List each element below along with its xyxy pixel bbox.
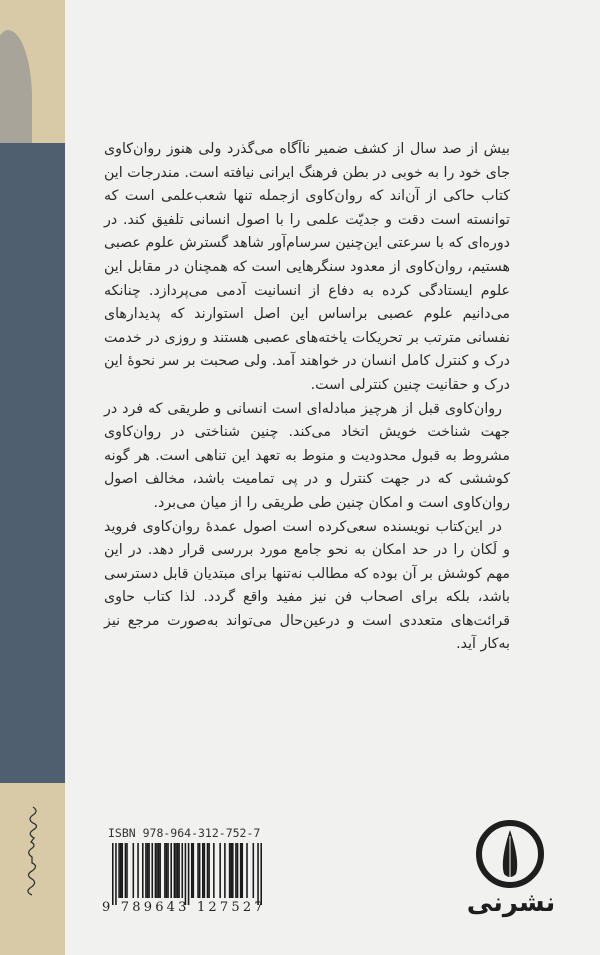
barcode-bar: [145, 843, 147, 898]
barcode-bar: [230, 843, 232, 898]
barcode: [112, 843, 262, 905]
barcode-bar: [147, 843, 149, 898]
barcode-bar: [207, 843, 209, 898]
barcode-bar: [151, 843, 153, 898]
barcode-bar: [232, 843, 234, 898]
barcode-bar: [219, 843, 221, 898]
barcode-bar: [178, 843, 180, 898]
barcode-bar: [156, 843, 158, 898]
barcode-bar: [126, 843, 128, 898]
barcode-bar: [235, 843, 237, 898]
barcode-bar: [237, 843, 239, 898]
blurb-paragraph-2: روان‌کاوی قبل از هرچیز مبادله‌ای است انسانی و طریقی که فرد در جهت شناخت خویش اتخاد می‌کند. چنین شناختی در روان‌کاوی مشروط به قبول محدودیت و منوط به تعهد این تناهی است. هر گونه کوششی که در جهت کنترل و در پی تمامیت باشد، مخالف اصول روان‌کاوی است و امکان چنین طی طریقی را از میان می‌برد.: [104, 400, 510, 511]
spine-signature: [22, 803, 44, 903]
barcode-bar: [208, 843, 210, 898]
spine-tan-band: [0, 783, 65, 955]
barcode-digits: 9 789643 127527: [102, 900, 266, 915]
blurb-paragraph-3: در این‌کتاب نویسنده سعی‌کرده است اصول عمدهٔ روان‌کاوی فروید و لَکان را در حد امکان به نحو جامع مورد بررسی قرار دهد. در این مهم کوشش بر آن بوده که مطالب نه‌تنها برای مبتدیان قابل دسترسی باشد، بلکه برای اصحاب فن نیز مفید واقع گردد. لذا کتاب حاوی قرائت‌های متعددی است و درعین‌حال می‌تواند به‌صورت مرجع نیز به‌کار آید.: [104, 518, 510, 653]
barcode-bar: [121, 843, 123, 898]
barcode-bar: [197, 843, 199, 898]
barcode-bar: [191, 843, 193, 898]
barcode-bar: [142, 843, 144, 898]
barcode-bar: [193, 843, 195, 898]
barcode-bar: [229, 843, 231, 898]
publisher-name: نشرنی: [466, 888, 556, 918]
barcode-bar: [240, 843, 242, 898]
barcode-bar: [257, 843, 259, 905]
barcode-bar: [137, 843, 139, 898]
barcode-bar: [158, 843, 160, 898]
barcode-bar: [241, 843, 243, 898]
barcode-bar: [112, 843, 114, 905]
barcode-bar: [148, 843, 150, 898]
leaf-circle-icon: [474, 818, 546, 890]
barcode-bar: [164, 843, 166, 898]
barcode-bar: [120, 843, 122, 898]
barcode-bar: [155, 843, 157, 898]
book-spine: [0, 0, 65, 955]
barcode-bar: [159, 843, 161, 898]
barcode-bar: [199, 843, 201, 898]
barcode-bar: [133, 843, 135, 898]
barcode-bar: [174, 843, 176, 898]
barcode-bar: [177, 843, 179, 898]
barcode-bar: [118, 843, 120, 898]
barcode-bar: [166, 843, 168, 898]
barcode-bar: [260, 843, 262, 905]
barcode-bar: [115, 843, 117, 905]
barcode-bar: [125, 843, 127, 898]
barcode-bar: [167, 843, 169, 898]
barcode-bar: [170, 843, 172, 898]
blurb-paragraph-1: بیش از صد سال از کشف ضمیر ناآگاه می‌گذرد ولی هنوز روان‌کاوی جای خود را به خوبی در بطن فرهنگ ایرانی نیافته است. مندرجات این کتاب حاکی از آن‌اند که روان‌کاوی ازجمله تنها شعب‌علمی است که توانسته است دقت و جدیّت علمی را با اصول انسانی تلفیق کند. در دوره‌ای که با سرعتی این‌چنین سرسام‌آور شاهد گسترش علوم عصبی هستیم، روان‌کاوی از معدود سنگرهایی است که همچنان در مقابل این علوم ایستادگی کرده به دفاع از انسانیت آدمی می‌پردازد. چنانکه می‌دانیم علوم عصبی براساس این اصل استوارند که پدیدارهای نفسانی مترتب بر تحریکات یاخته‌های عصبی هستند و روزی در خدمت درک و کنترل کامل انسان در خواهند آمد. ولی صحبت بر سر نحوهٔ این درک و حقانیت چنین کنترلی است.: [104, 141, 510, 393]
spine-image-top: [0, 0, 65, 143]
barcode-bar: [224, 843, 226, 898]
barcode-bar: [175, 843, 177, 898]
barcode-bar: [181, 843, 183, 898]
isbn-label: ISBN 978-964-312-752-7: [108, 826, 261, 840]
back-cover-blurb: [104, 138, 510, 657]
spine-blue-band: [0, 143, 65, 783]
barcode-bar: [213, 843, 215, 898]
barcode-bar: [204, 843, 206, 898]
barcode-bar: [202, 843, 204, 898]
barcode-bar: [188, 843, 190, 905]
barcode-bar: [185, 843, 187, 905]
barcode-bar: [246, 843, 248, 898]
barcode-bar: [253, 843, 255, 898]
spine-figure: [0, 30, 32, 143]
